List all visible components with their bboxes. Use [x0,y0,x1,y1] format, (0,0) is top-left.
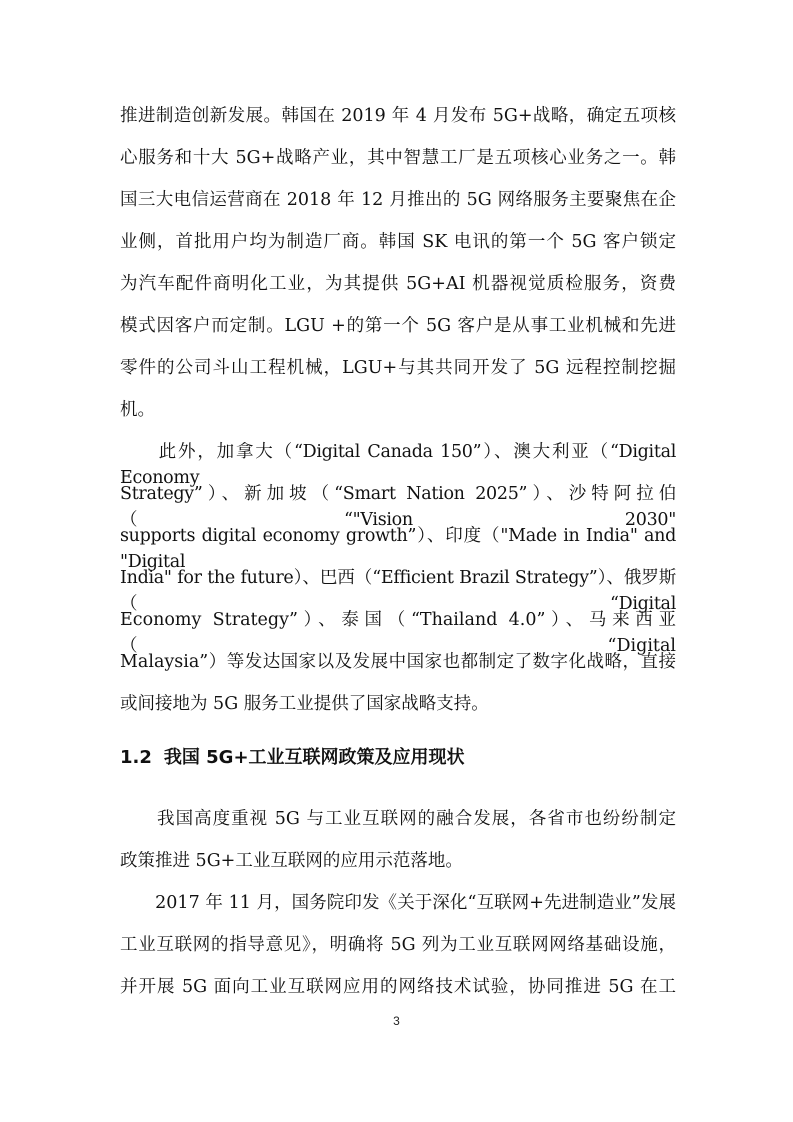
text-line: supports digital economy growth”）、印度（"Made in India" and "Digital [120,526,676,572]
text-line: 零件的公司斗山工程机械，LGU+与其共同开发了 5G 远程控制挖掘 [120,358,676,378]
text-line: 政策推进 5G+工业互联网的应用示范落地。 [120,851,463,871]
text-line: 并开展 5G 面向工业互联网应用的网络技术试验，协同推进 5G 在工 [120,977,676,997]
text-line: 业侧，首批用户均为制造厂商。韩国 SK 电讯的第一个 5G 客户锁定 [120,232,676,252]
text-line: 心服务和十大 5G+战略产业，其中智慧工厂是五项核心业务之一。韩 [120,148,676,168]
text-line: 我国高度重视 5G 与工业互联网的融合发展，各省市也纷纷制定 [120,809,676,829]
page-number: 3 [393,1014,400,1028]
text-line: 推进制造创新发展。韩国在 2019 年 4 月发布 5G+战略，确定五项核 [120,106,676,126]
section-title: 我国 5G+工业互联网政策及应用现状 [163,747,465,768]
text-line: 国三大电信运营商在 2018 年 12 月推出的 5G 网络服务主要聚焦在企 [120,190,676,210]
text-line: India" for the future）、巴西（“Efficient Brazil Strategy”）、俄罗斯（“Digital [120,568,676,614]
text-line: Economy Strategy”）、泰国（“Thailand 4.0”）、马来西亚（“Digital [120,610,676,656]
text-line: 此外，加拿大（“Digital Canada 150”）、澳大利亚（“Digital Economy [120,442,676,488]
text-line: 模式因客户而定制。LGU +的第一个 5G 客户是从事工业机械和先进 [120,316,676,336]
text-line: 工业互联网的指导意见》，明确将 5G 列为工业互联网网络基础设施， [120,935,676,955]
text-line: 为汽车配件商明化工业，为其提供 5G+AI 机器视觉质检服务，资费 [120,274,676,294]
text-line: 2017 年 11 月，国务院印发《关于深化“互联网+先进制造业”发展 [120,893,676,913]
text-line: Malaysia”）等发达国家以及发展中国家也都制定了数字化战略，直接 [120,652,676,672]
section-heading [120,743,465,773]
text-line: 或间接地为 5G 服务工业提供了国家战略支持。 [120,694,489,714]
text-line: Strategy”）、新加坡（“Smart Nation 2025”）、沙特阿拉伯（“"Vision 2030" [120,484,676,530]
section-number: 1.2 [120,747,152,768]
text-line: 机。 [120,400,155,420]
